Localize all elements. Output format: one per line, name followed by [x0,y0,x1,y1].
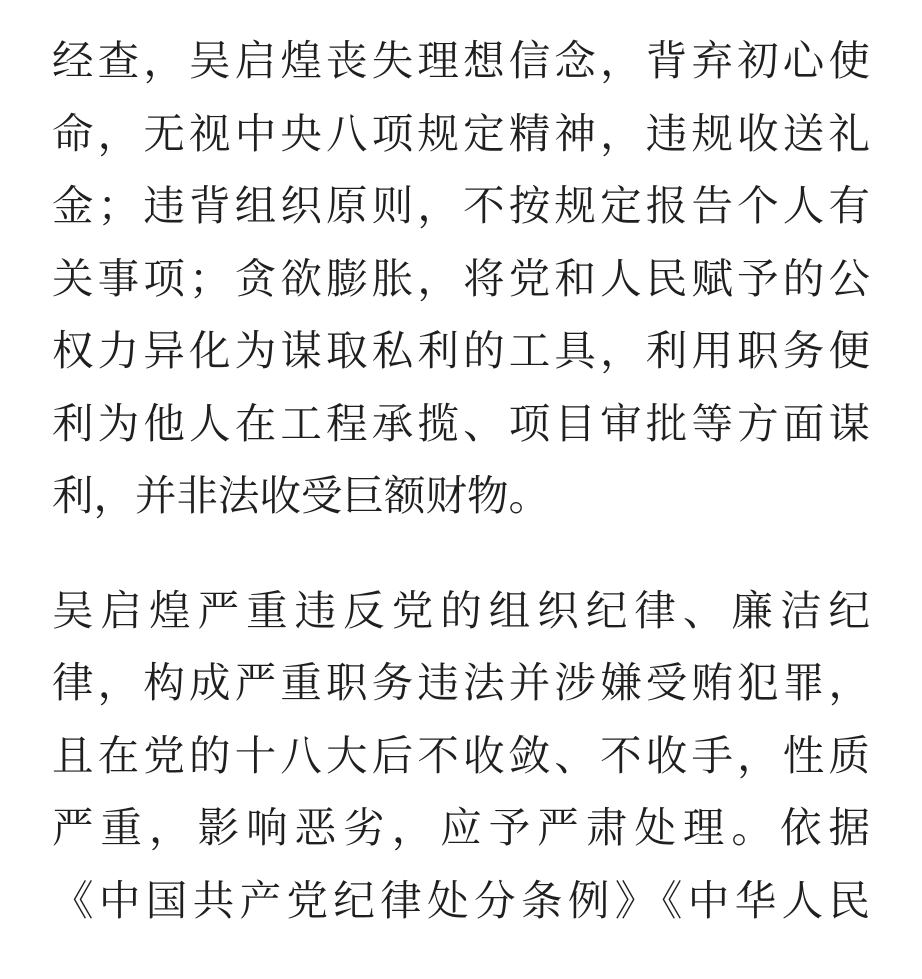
text-line: 且在党的十八大后不收敛、不收手，性质 [52,730,870,780]
text-line: 律，构成严重职务违法并涉嫌受贿犯罪， [52,658,870,707]
text-line: 金；违背组织原则，不按规定报告个人有 [52,181,870,230]
text-line: 利为他人在工程承揽、项目审批等方面谋 [52,398,870,448]
paragraph-investigation-findings [52,25,870,533]
text-line: 《中国共产党纪律处分条例》《中华人民 [52,875,870,925]
text-line: 权力异化为谋取私利的工具，利用职务便 [52,326,870,375]
article-body [52,25,870,979]
text-line: 利，并非法收受巨额财物。 [52,471,551,520]
text-line: 命，无视中央八项规定精神，违规收送礼 [52,108,870,158]
paragraph-disciplinary-conclusion [52,575,870,938]
text-line: 关事项；贪欲膨胀，将党和人民赋予的公 [52,253,870,303]
text-line: 吴启煌严重违反党的组织纪律、廉洁纪 [52,585,870,635]
text-line: 经查，吴启煌丧失理想信念，背弃初心使 [52,36,870,85]
text-line: 严重，影响恶劣，应予严肃处理。依据 [52,803,870,852]
